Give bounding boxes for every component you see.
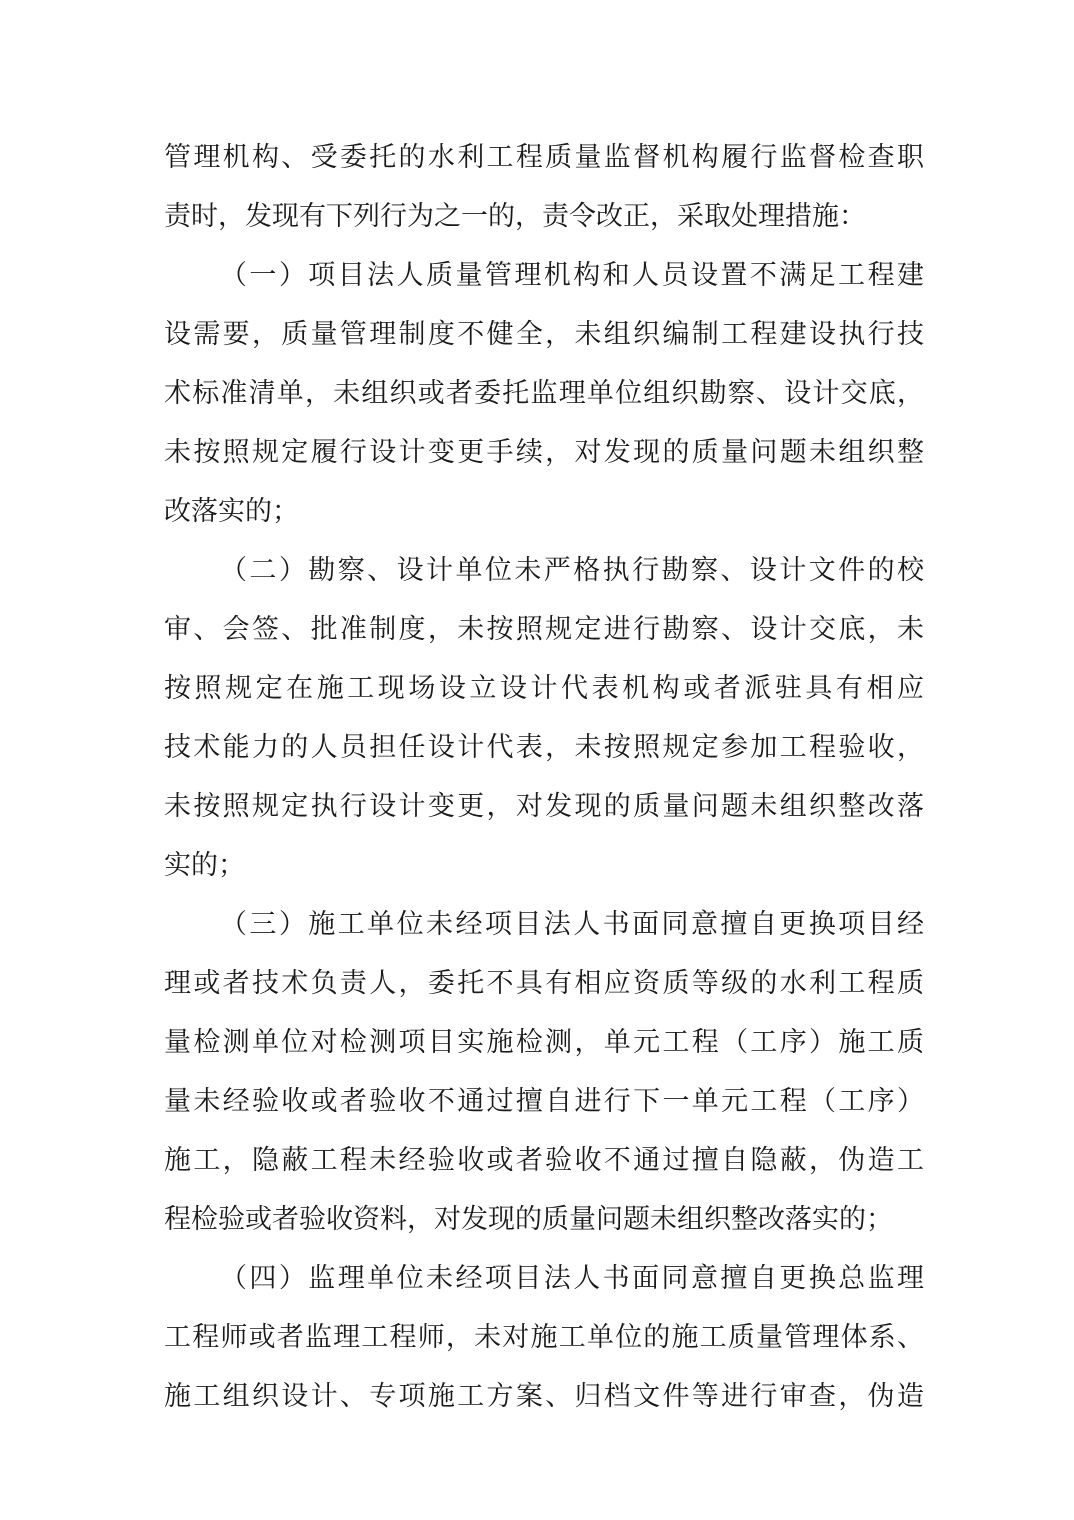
text-line: 改落实的； — [164, 496, 299, 527]
text-line: 施工组织设计、专项施工方案、归档文件等进行审查，伪造 — [164, 1381, 924, 1412]
paragraph — [164, 128, 924, 246]
text-line: （三）施工单位未经项目法人书面同意擅自更换项目经 — [220, 909, 924, 940]
document-body — [164, 128, 924, 1426]
text-line: 未按照规定执行设计变更，对发现的质量问题未组织整改落 — [164, 791, 924, 822]
text-line: （二）勘察、设计单位未严格执行勘察、设计文件的校 — [220, 555, 924, 586]
paragraph — [164, 541, 924, 895]
paragraph — [164, 246, 924, 541]
text-line: 术标准清单，未组织或者委托监理单位组织勘察、设计交底， — [164, 378, 924, 409]
text-line: 工程师或者监理工程师，未对施工单位的施工质量管理体系、 — [164, 1322, 924, 1353]
text-line: （四）监理单位未经项目法人书面同意擅自更换总监理 — [220, 1263, 924, 1294]
paragraph — [164, 895, 924, 1249]
text-line: 按照规定在施工现场设立设计代表机构或者派驻具有相应 — [164, 673, 924, 704]
text-line: 技术能力的人员担任设计代表，未按照规定参加工程验收， — [164, 732, 924, 763]
text-line: 审、会签、批准制度，未按照规定进行勘察、设计交底，未 — [164, 614, 924, 645]
text-line: 量检测单位对检测项目实施检测，单元工程（工序）施工质 — [164, 1027, 924, 1058]
text-line: 责时，发现有下列行为之一的，责令改正，采取处理措施： — [164, 201, 866, 232]
text-line: （一）项目法人质量管理机构和人员设置不满足工程建 — [220, 260, 924, 291]
text-line: 程检验或者验收资料，对发现的质量问题未组织整改落实的； — [164, 1204, 893, 1235]
text-line: 施工，隐蔽工程未经验收或者验收不通过擅自隐蔽，伪造工 — [164, 1145, 924, 1176]
text-line: 管理机构、受委托的水利工程质量监督机构履行监督检查职 — [164, 142, 924, 173]
text-line: 未按照规定履行设计变更手续，对发现的质量问题未组织整 — [164, 437, 924, 468]
text-line: 量未经验收或者验收不通过擅自进行下一单元工程（工序） — [164, 1086, 924, 1117]
text-line: 设需要，质量管理制度不健全，未组织编制工程建设执行技 — [164, 319, 924, 350]
paragraph — [164, 1249, 924, 1426]
text-line: 实的； — [164, 850, 245, 881]
text-line: 理或者技术负责人，委托不具有相应资质等级的水利工程质 — [164, 968, 924, 999]
